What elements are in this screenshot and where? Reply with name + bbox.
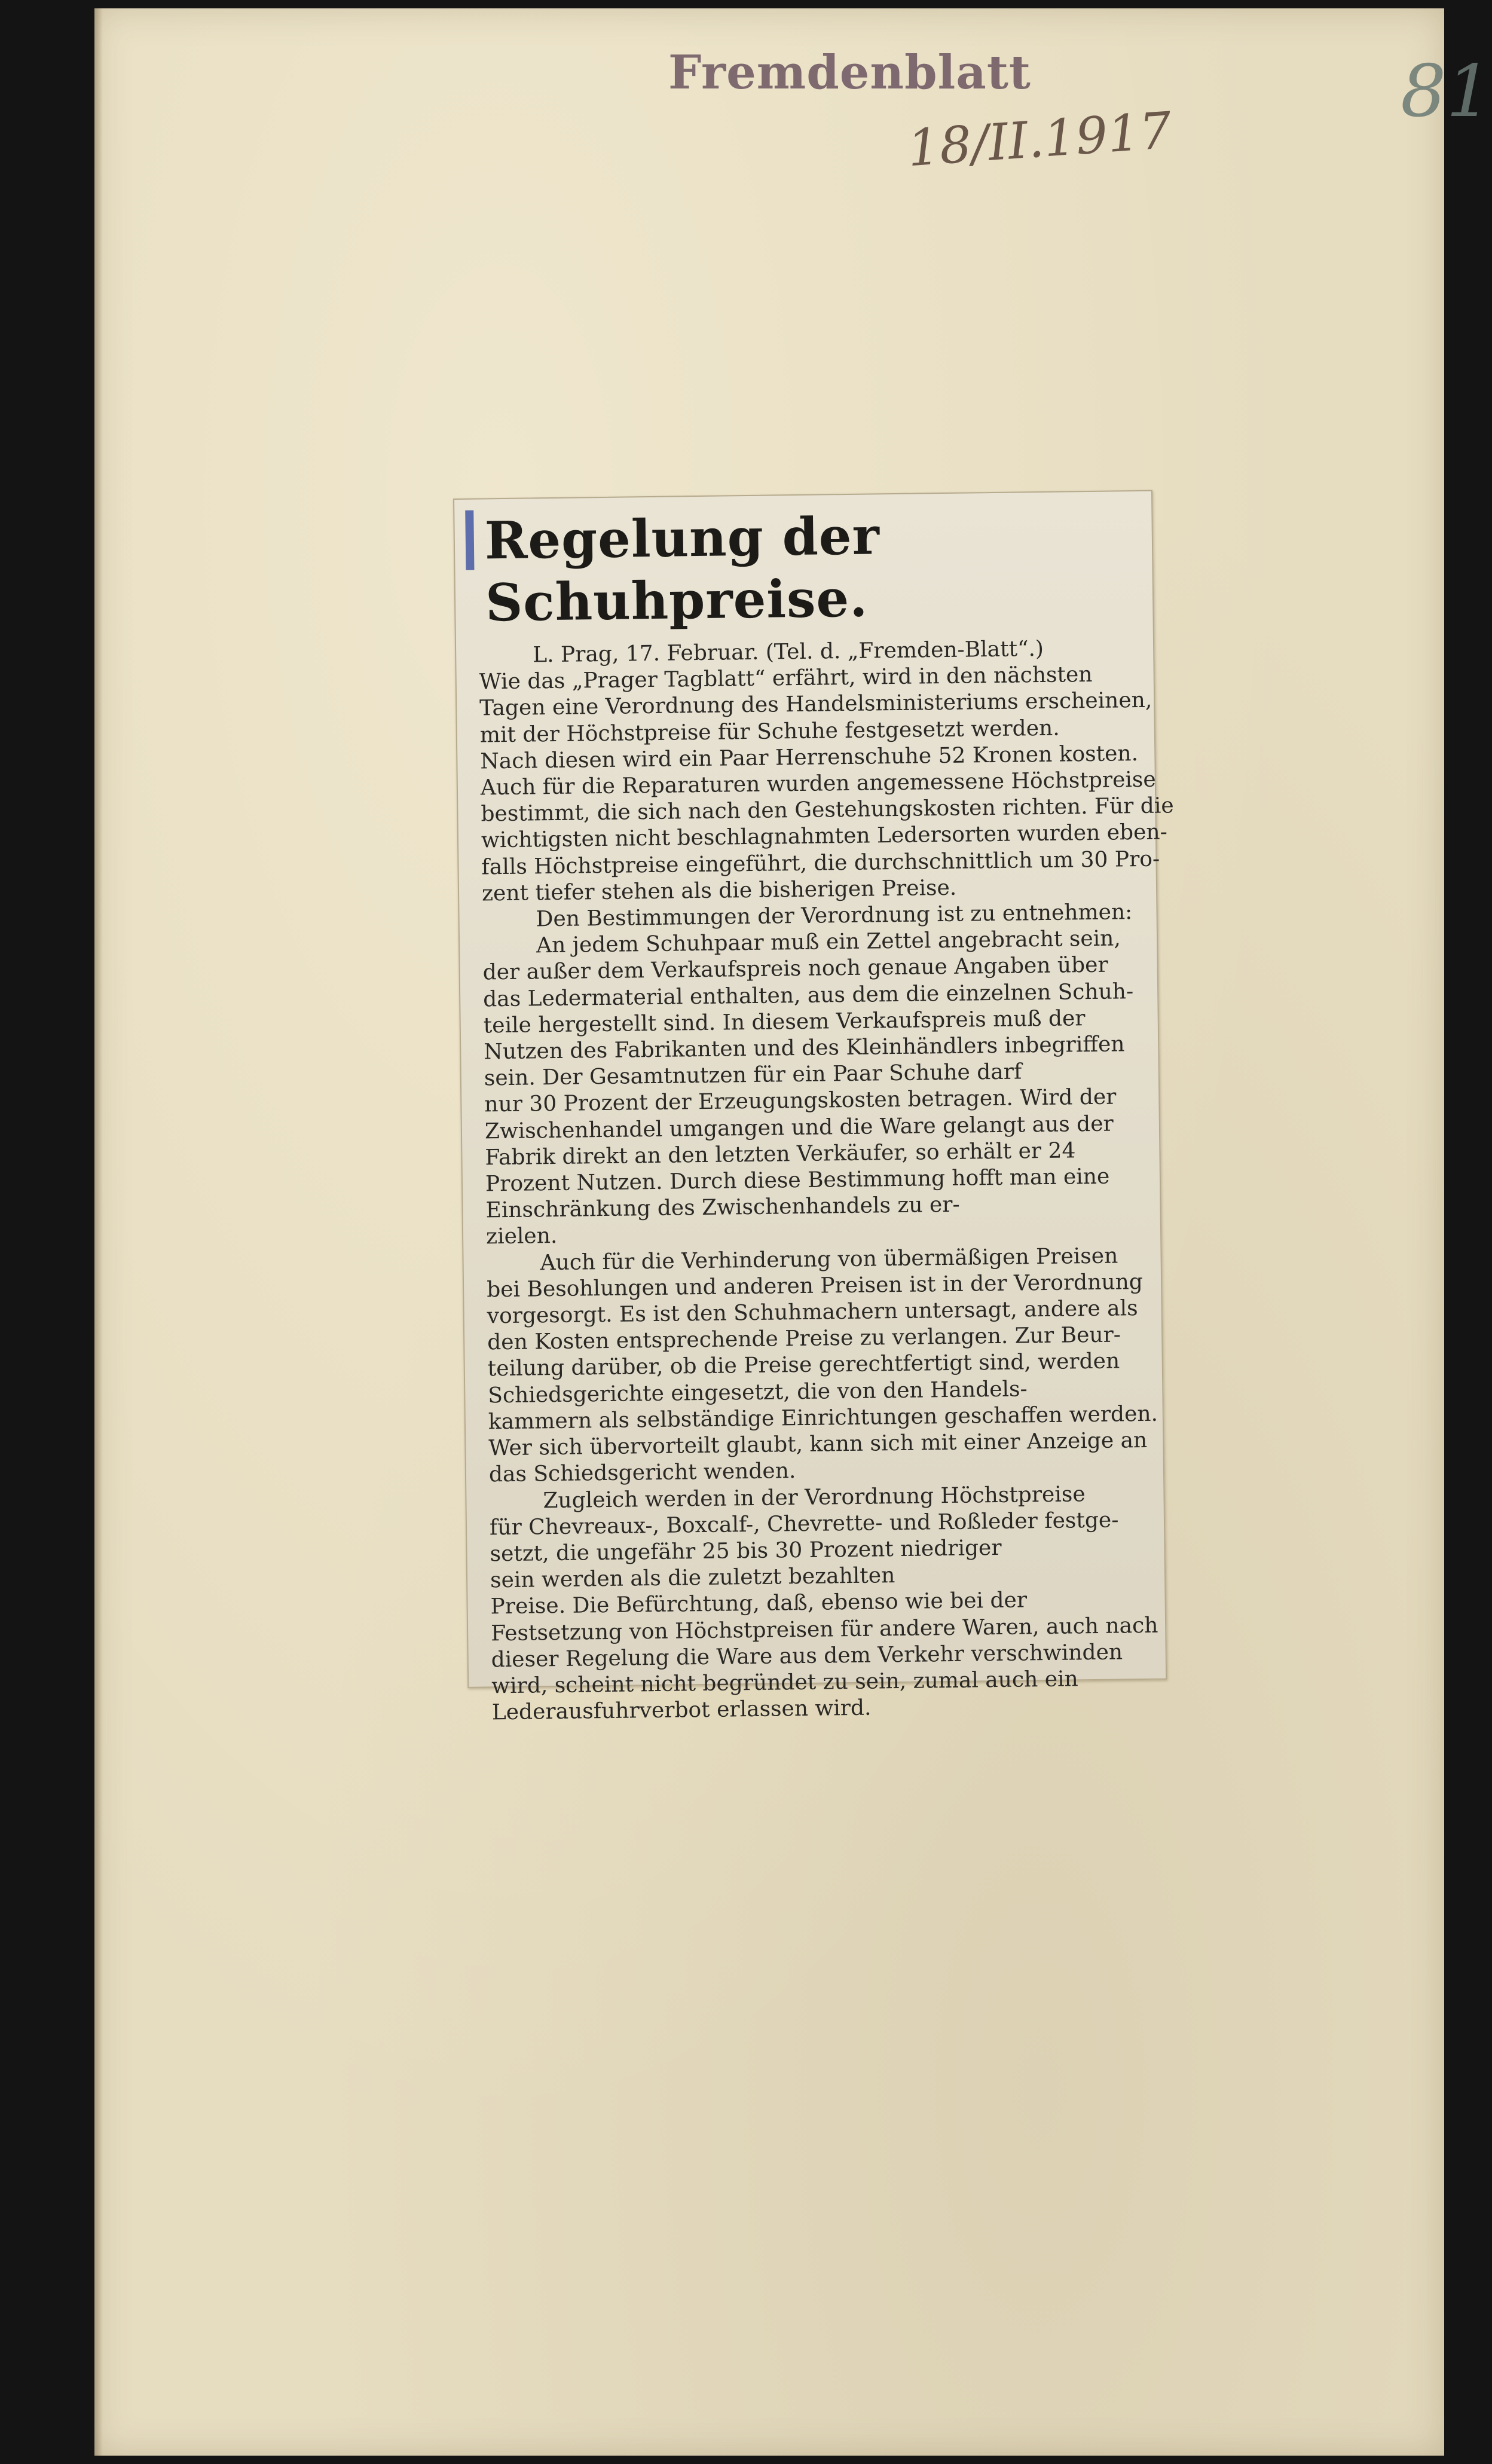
article-line: nur 30 Prozent der Erzeugungskosten betragen. Wird der <box>484 1084 1117 1117</box>
article-line: Auch für die Verhinderung von übermäßigen Preisen <box>540 1243 1118 1275</box>
article-line: sein werden als die zuletzt bezahlten <box>490 1563 895 1593</box>
newspaper-clipping <box>453 490 1174 1725</box>
article-line: Schiedsgerichte eingesetzt, die von den Handels- <box>488 1377 1028 1408</box>
article-line: teilung darüber, ob die Preise gerechtfertigt sind, werden <box>487 1349 1120 1381</box>
article-line: zent tiefer stehen als die bisherigen Preise. <box>481 875 957 906</box>
article-line: Tagen eine Verordnung des Handelsministeriums erscheinen, <box>479 688 1152 721</box>
article-line: Einschränkung des Zwischenhandels zu er- <box>485 1192 960 1223</box>
article-line: mit der Höchstpreise für Schuhe festgesetzt werden. <box>479 716 1060 748</box>
article-line: teile hergestellt sind. In diesem Verkaufspreis muß der <box>483 1005 1086 1038</box>
article-line: wichtigsten nicht beschlagnahmten Ledersorten wurden eben- <box>481 820 1167 853</box>
article-line: An jedem Schuhpaar muß ein Zettel angebracht sein, <box>536 926 1121 958</box>
paper-edge-shadow <box>94 8 103 2456</box>
article-line: zielen. <box>485 1224 558 1249</box>
article-line: Fabrik direkt an den letzten Verkäufer, so erhält er 24 <box>485 1138 1076 1170</box>
article-line: Zwischenhandel umgangen und die Ware gelangt aus der <box>484 1111 1114 1144</box>
article-line: Den Bestimmungen der Verordnung ist zu entnehmen: <box>536 900 1133 932</box>
article-line: Wie das „Prager Tagblatt“ erfährt, wird in den nächsten <box>479 662 1093 695</box>
article-line: Prozent Nutzen. Durch diese Bestimmung hofft man eine <box>485 1164 1110 1197</box>
article-line: das Schiedsgericht wenden. <box>488 1459 796 1487</box>
article-line: Auch für die Reparaturen wurden angemessene Höchstpreise <box>480 767 1156 800</box>
article-line: für Chevreaux-, Boxcalf-, Chevrette- und Roßleder festge- <box>489 1508 1119 1540</box>
article-line: bestimmt, die sich nach den Gestehungskosten richten. Für die <box>481 793 1174 827</box>
article-line: Preise. Die Befürchtung, daß, ebenso wie bei der <box>490 1588 1028 1619</box>
article-line: vorgesorgt. Es ist den Schuhmachern untersagt, andere als <box>487 1296 1138 1329</box>
article-line: Festsetzung von Höchstpreisen für andere Waren, auch nach <box>490 1613 1158 1646</box>
article-line: Zugleich werden in der Verordnung Höchstpreise <box>543 1481 1086 1513</box>
article-line: Nutzen des Fabrikanten und des Kleinhändlers inbegriffen <box>484 1032 1125 1065</box>
newspaper-stamp: Fremdenblatt <box>668 45 1031 100</box>
article-line: Nach diesen wird ein Paar Herrenschuhe 52 Kronen kosten. <box>480 741 1139 774</box>
article-line: den Kosten entsprechende Preise zu verlangen. Zur Beur- <box>487 1322 1121 1355</box>
article-line: setzt, die ungefähr 25 bis 30 Prozent niedriger <box>490 1535 1002 1567</box>
article-line: dieser Regelung die Ware aus dem Verkehr verschwinden <box>491 1640 1123 1673</box>
article-headline: Regelung der Schuhpreise. <box>484 506 880 634</box>
handwritten-date: 18/II.1917 <box>906 100 1173 178</box>
article-line: Lederausfuhrverbot erlassen wird. <box>491 1695 872 1725</box>
article-line: sein. Der Gesamtnutzen für ein Paar Schuhe darf <box>484 1059 1022 1091</box>
handwritten-folio-number: 81 <box>1401 50 1492 133</box>
article-line: L. Prag, 17. Februar. (Tel. d. „Fremden-Blatt“.) <box>532 636 1044 668</box>
archive-sheet <box>94 8 1492 2456</box>
blue-pencil-mark <box>465 510 474 570</box>
article-line: Wer sich übervorteilt glaubt, kann sich mit einer Anzeige an <box>488 1428 1148 1461</box>
article-line: kammern als selbständige Einrichtungen geschaffen werden. <box>488 1401 1158 1435</box>
article-line: der außer dem Verkaufspreis noch genaue Angaben über <box>482 953 1108 985</box>
article-line: wird, scheint nicht begründet zu sein, zumal auch ein <box>491 1667 1078 1699</box>
article-line: falls Höchstpreise eingeführt, die durchschnittlich um 30 Pro- <box>481 846 1160 880</box>
article-line: bei Besohlungen und anderen Preisen ist in der Verordnung <box>486 1269 1144 1303</box>
article-line: das Ledermaterial enthalten, aus dem die einzelnen Schuh- <box>482 979 1134 1012</box>
